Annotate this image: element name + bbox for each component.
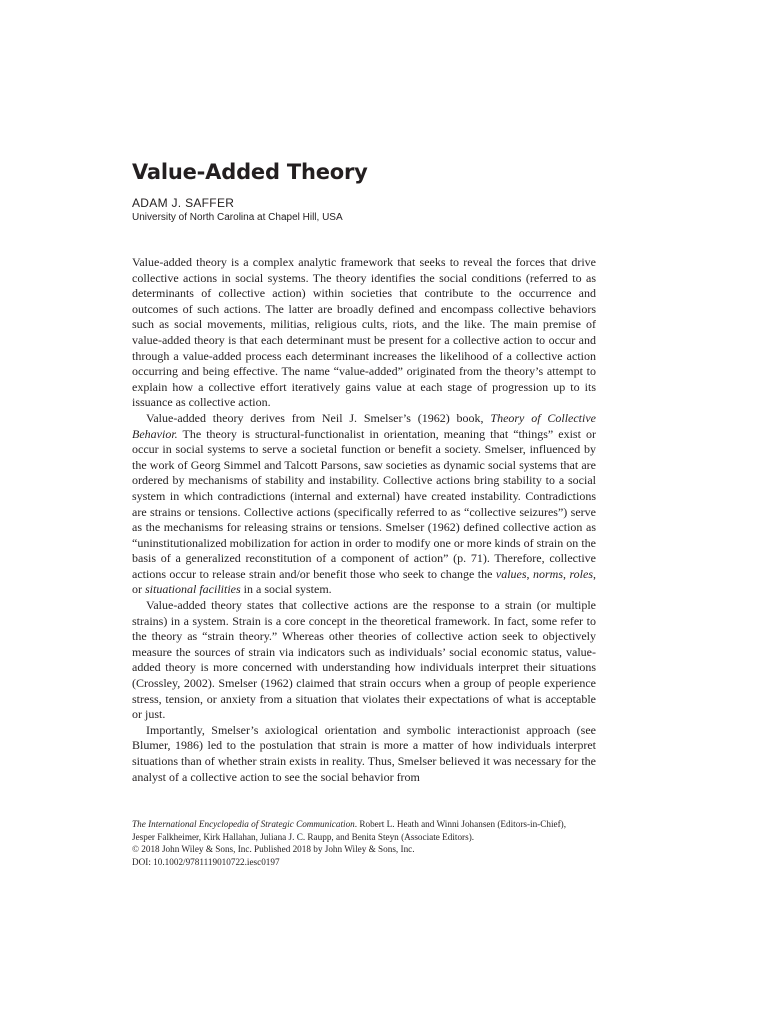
text-run: in a social system. (240, 582, 332, 597)
text-run: Value-added theory states that collective actions are the response to a strain (or multiple strains) in a system. Strain is a core concept in the theoretical framework. In fact, some refer to the theory as “strain theory.” Whereas other theories of collective action seek to objectively measure the sources of strain via indicators such as individuals’ social economic status, value-added theory is more concerned with understanding how individuals interpret their situations (Crossley, 2002). Smelser (1962) claimed that strain occurs when a group of people experience stress, tension, or anxiety from a situation that violates their expectations of what is acceptable or just. (132, 598, 596, 722)
footer-copyright-line: © 2018 John Wiley & Sons, Inc. Published 2018 by John Wiley & Sons, Inc. (132, 844, 415, 854)
italic-text: The International Encyclopedia of Strategic Communication (132, 819, 355, 829)
italic-text: Theory of Collective Behavior. (132, 410, 596, 441)
citation-footer (132, 818, 602, 868)
italic-text: norms (532, 566, 563, 581)
italic-text: situational facilities (145, 582, 241, 597)
italic-text: roles (569, 566, 593, 581)
text-run: , (526, 566, 533, 581)
text-run: Value-added theory is a complex analytic framework that seeks to reveal the forces that drive collective actions in social systems. The theory identifies the social conditions (referred to as determinants of collective action) within societies that contribute to the occurrence and outcomes of such actions. The latter are broadly defined and encompass collective behaviors such as social movements, militias, religious cults, riots, and the like. The main premise of value-added theory is that each determinant must be present for a collective action to occur and through a value-added process each determinant increases the likelihood of a collective action occurring and being effective. The name “value-added” originated from the theory’s attempt to explain how a collective effort iteratively gains value at each stage of progression up to its issuance as collective action. (132, 255, 596, 410)
text-run: Value-added theory derives from Neil J. Smelser’s (1962) book, (146, 410, 491, 425)
author-affiliation: University of North Carolina at Chapel Hill, USA (132, 212, 343, 223)
footer-editors-line: Jesper Falkheimer, Kirk Hallahan, Juliana J. C. Raupp, and Benita Steyn (Associate Editors). (132, 831, 475, 842)
text-run: The theory is structural-functionalist in orientation, meaning that “things” exist or occur in social systems to serve a societal function or benefit a society. Smelser, influenced by the work of Georg Simmel and Talcott Parsons, saw societies as dynamic social systems that are ordered by mechanisms of stability and instability. Collective actions bring stability to a social system in which contradictions (internal and external) have created instability. Contradictions are strains or tensions. Collective actions (specifically referred to as “collective seizures”) serve as the mechanisms for releasing strains or tensions. Smelser (1962) defined collective action as “uninstitutionalized mobilization for action in order to modify one or more kinds of strain on the basis of a generalized reconstitution of a component of action” (p. 71). Therefore, collective actions occur to release strain and/or benefit those who seek to change the (132, 426, 596, 581)
body-paragraph (132, 255, 596, 411)
text-run: , or (132, 566, 596, 597)
body-paragraph (132, 598, 596, 723)
text-run: , (563, 566, 570, 581)
body-paragraph (132, 723, 596, 785)
article-title: Value-Added Theory (132, 160, 368, 184)
text-run: . Robert L. Heath and Winni Johansen (Editors-in-Chief), (354, 819, 567, 829)
text-run: Importantly, Smelser’s axiological orientation and symbolic interactionist approach (see Blumer, 1986) led to the postulation that strain is more a matter of how individuals interpret situations than of whether strain exists in reality. Thus, Smelser believed it was necessary for the analyst of a collective action to see the social behavior from (132, 722, 596, 784)
body-paragraph (132, 411, 596, 598)
italic-text: values (495, 566, 527, 581)
footer-doi-line: DOI: 10.1002/9781119010722.iesc0197 (132, 856, 280, 867)
article-body (132, 255, 596, 785)
footer-publication-line (132, 818, 602, 831)
author-name: ADAM J. SAFFER (132, 196, 235, 210)
